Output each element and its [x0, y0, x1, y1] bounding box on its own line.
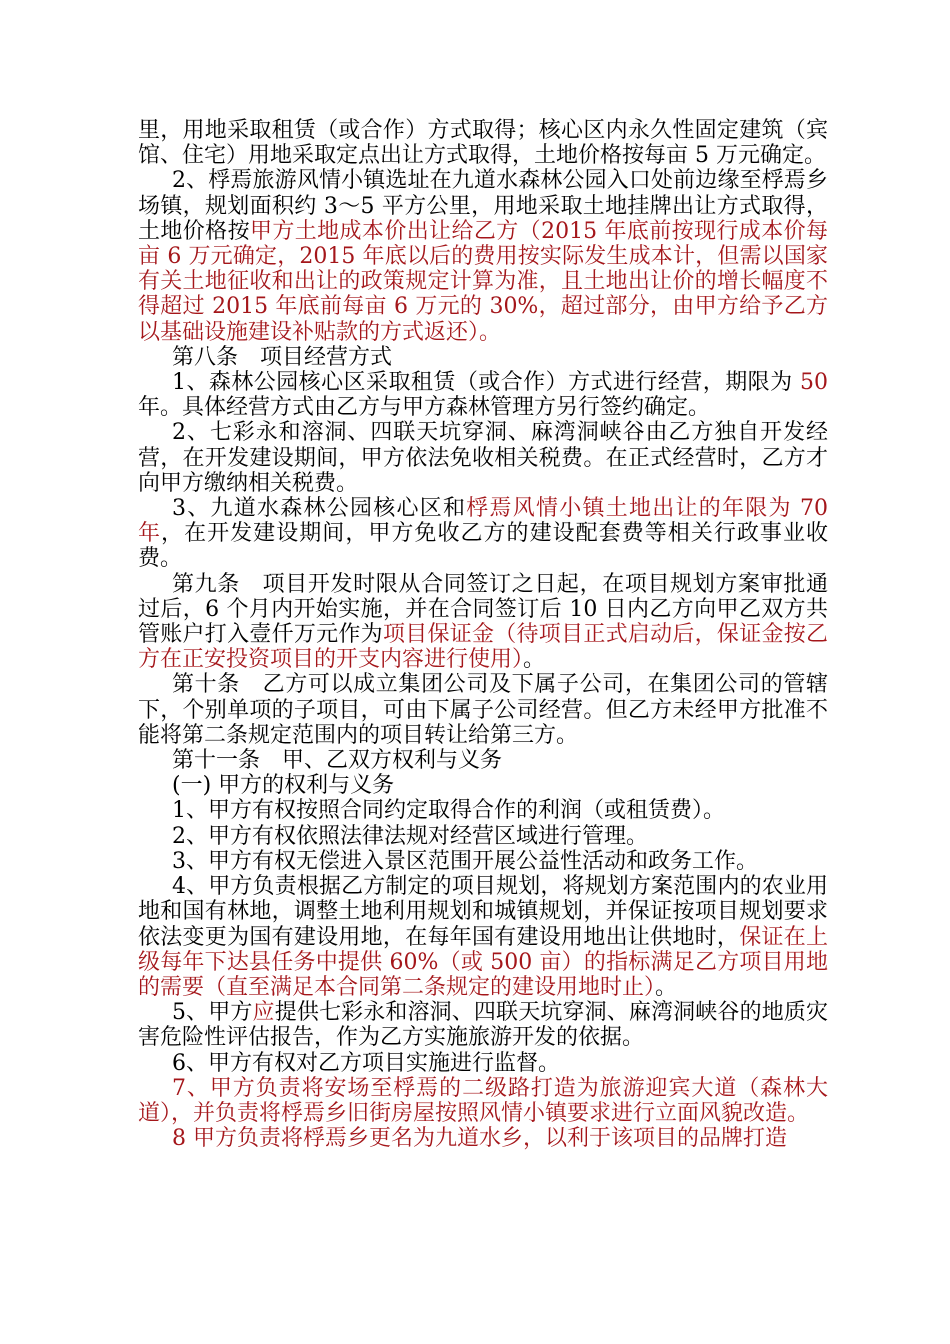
text-run: 第十一条 甲、乙双方权利与义务 [172, 748, 503, 774]
highlighted-text-run: 7、甲方负责将安场至桴焉的二级路打造为旅游迎宾大道（森林大道），并负责将桴焉乡旧街房屋按照风情小镇要求进行立面风貌改造。 [138, 1075, 828, 1126]
text-run: 4、甲方负责根据乙方制定的项目规划，将规划方案范围内的农业用地和国有林地，调整土地利用规划和城镇规划，并保证按项目规划要求依法变更为国有建设用地，在每年国有建设用地出让供地时， [138, 874, 828, 950]
text-run: (一) 甲方的权利与义务 [172, 773, 395, 799]
paragraph [138, 874, 828, 1000]
paragraph [138, 572, 828, 673]
paragraph [138, 1000, 828, 1050]
text-run: 。 [523, 647, 546, 673]
text-run: 2、七彩永和溶洞、四联天坑穿洞、麻湾洞峡谷由乙方独自开发经营，在开发建设期间，甲方依法免收相关税费。在正式经营时，乙方才向甲方缴纳相关税费。 [138, 420, 828, 496]
text-run: 6、甲方有权对乙方项目实施进行监督。 [172, 1050, 560, 1076]
highlighted-text-run: 甲方土地成本价出让给乙方（2015 年底前按现行成本价每亩 6 万元确定，2015 年底以后的费用按实际发生成本计，但需以国家有关土地征收和出让的政策规定计算为准，且土地出让价的增长幅度不得超过 2015 年底前每亩 6 万元的 30%，超过部分，由甲方给予乙方以基础设施建设补贴款的方式返还）。 [138, 218, 828, 345]
text-run: 1、森林公园核心区采取租赁（或合作）方式进行经营，期限为 [172, 370, 800, 396]
text-run: 3、九道水森林公园核心区和 [172, 496, 467, 522]
text-run: 2、甲方有权依照法律法规对经营区域进行管理。 [172, 823, 648, 849]
paragraph [138, 798, 828, 823]
paragraph [138, 672, 828, 748]
paragraph [138, 824, 828, 849]
text-run: ，在开发建设期间，甲方免收乙方的建设配套费等相关行政事业收费。 [138, 521, 828, 572]
highlighted-text-run: 应 [252, 1000, 275, 1026]
text-run: 里，用地采取租赁（或合作）方式取得；核心区内永久性固定建筑（宾馆、住宅）用地采取定点出让方式取得，土地价格按每亩 5 万元确定。 [138, 118, 828, 169]
paragraph [138, 118, 828, 168]
paragraph [138, 370, 828, 420]
paragraph [138, 1076, 828, 1126]
highlighted-text-run: 项目保证金（待项目正式启动后，保证金按乙方在正安投资项目的开支内容进行使用） [138, 622, 828, 673]
text-run: 1、甲方有权按照合同约定取得合作的利润（或租赁费）。 [172, 798, 725, 824]
text-run: 第十条 乙方可以成立集团公司及下属子公司，在集团公司的管辖下，个别单项的子项目，可由下属子公司经营。但乙方未经甲方批准不能将第二条规定范围内的项目转让给第三方。 [138, 672, 828, 748]
paragraph [138, 420, 828, 496]
paragraph [138, 1051, 828, 1076]
paragraph [138, 748, 828, 773]
text-run: 3、甲方有权无偿进入景区范围开展公益性活动和政务工作。 [172, 848, 758, 874]
paragraph [138, 849, 828, 874]
text-run: 提供七彩永和溶洞、四联天坑穿洞、麻湾洞峡谷的地质灾害危险性评估报告，作为乙方实施旅游开发的依据。 [138, 1000, 828, 1051]
text-run: 年。具体经营方式由乙方与甲方森林管理方另行签约确定。 [138, 395, 711, 421]
paragraph [138, 168, 828, 344]
paragraph [138, 1126, 828, 1151]
paragraph [138, 496, 828, 572]
text-run: 第九条 项目开发时限从合同签订之日起，在项目规划方案审批通过后，6 个月内开始实施，并在合同签订后 10 日内乙方向甲乙双方共管账户打入壹仟万元作为 [138, 571, 828, 648]
text-run: 。 [655, 974, 678, 1000]
text-run: 2、桴焉旅游风情小镇选址在九道水森林公园入口处前边缘至桴焉乡场镇，规划面积约 3～5 平方公里，用地采取土地挂牌出让方式取得，土地价格按 [138, 168, 828, 244]
document-body [138, 118, 828, 1151]
text-run: 5、甲方 [172, 1000, 253, 1026]
text-run: 第八条 项目经营方式 [172, 344, 393, 370]
paragraph [138, 345, 828, 370]
paragraph [138, 773, 828, 798]
highlighted-text-run: 8 甲方负责将桴焉乡更名为九道水乡，以利于该项目的品牌打造 [172, 1126, 787, 1152]
highlighted-text-run: 50 [800, 370, 828, 396]
highlighted-text-run: 桴焉风情小镇土地出让的年限为 70 年 [138, 496, 828, 547]
highlighted-text-run: 保证在上级每年下达县任务中提供 60%（或 500 亩）的指标满足乙方项目用地的需要（直至满足本合同第二条规定的建设用地时止） [138, 924, 828, 1000]
